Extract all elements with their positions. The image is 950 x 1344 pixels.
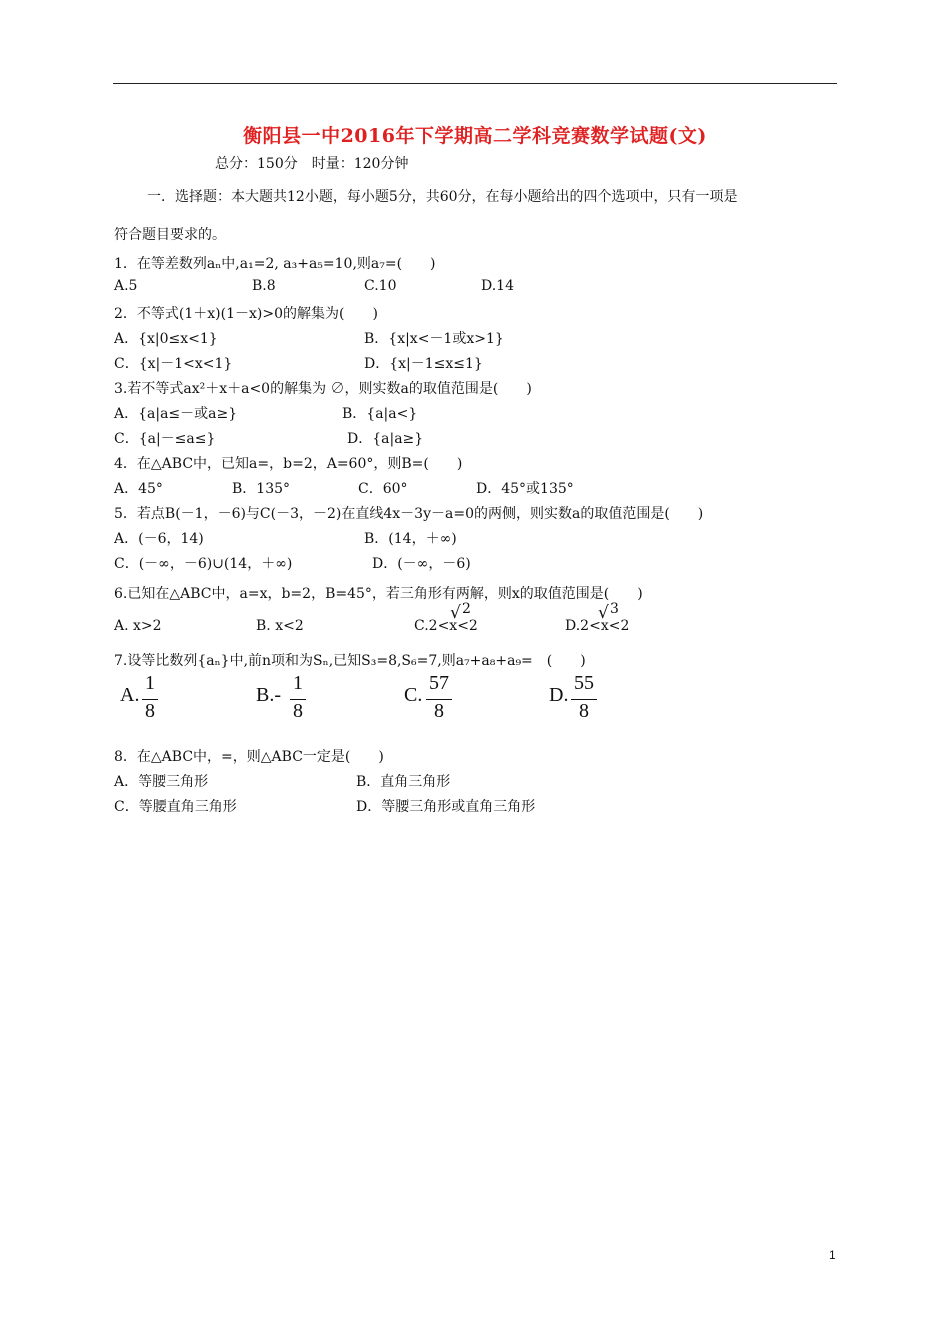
section-intro-line1: 一．选择题：本大题共12小题，每小题5分，共60分，在每小题给出的四个选项中，只有一项是 xyxy=(147,189,738,205)
question-3-option-b: B．{a|a<} xyxy=(342,406,418,422)
option-label: A. xyxy=(120,684,140,706)
sqrt-sign-icon: √ xyxy=(598,603,609,623)
question-1-option-b: B.8 xyxy=(252,278,276,294)
question-6-option-b: B. x<2 xyxy=(256,618,304,634)
question-7-option-c xyxy=(404,672,474,724)
question-1-option-d: D.14 xyxy=(481,278,514,294)
page-number: 1 xyxy=(829,1248,836,1262)
sqrt-sign-icon: √ xyxy=(450,603,461,623)
question-2-option-d: D．{x|－1≤x≤1} xyxy=(364,356,483,372)
question-4-option-c: C．60° xyxy=(358,481,408,497)
question-2-stem: 2．不等式(1＋x)(1－x)>0的解集为( ) xyxy=(114,306,378,322)
question-2-option-c: C．{x|－1<x<1} xyxy=(114,356,233,372)
question-3-option-a: A．{a|a≤－或a≥} xyxy=(114,406,238,422)
question-6-option-c-radicand: 2 xyxy=(462,601,471,617)
fraction-numerator: 55 xyxy=(574,672,594,694)
option-label: B.- xyxy=(256,684,281,706)
question-1-option-a: A.5 xyxy=(114,278,138,294)
question-6-option-c: C.2<x<2 xyxy=(414,618,478,634)
question-7-stem: 7.设等比数列{aₙ}中,前n项和为Sₙ,已知S₃=8,S₆=7,则a₇+a₈+a₉= ( ) xyxy=(114,653,586,669)
question-6-option-d-radicand: 3 xyxy=(610,601,619,617)
question-1-stem: 1．在等差数列aₙ中,a₁=2, a₃+a₅=10,则a₇=( ) xyxy=(114,256,436,272)
question-6-option-a: A. x>2 xyxy=(114,618,162,634)
fraction-denominator: 8 xyxy=(434,700,444,722)
fraction-numerator: 1 xyxy=(145,672,155,694)
question-4-option-d: D．45°或135° xyxy=(476,481,574,497)
header-rule xyxy=(113,83,837,84)
option-label: D. xyxy=(549,684,569,706)
question-1-option-c: C.10 xyxy=(364,278,397,294)
exam-subtitle: 总分：150分 时量：120分钟 xyxy=(215,156,409,172)
question-5-option-a: A．(－6，14) xyxy=(114,531,204,547)
question-3-option-c: C．{a|－≤a≤} xyxy=(114,431,216,447)
question-6-option-d: D.2<x<2 xyxy=(565,618,630,634)
question-7-option-a xyxy=(120,672,180,724)
question-8-option-b: B．直角三角形 xyxy=(356,774,451,790)
question-2-option-a: A．{x|0≤x<1} xyxy=(114,331,218,347)
question-2-option-b: B．{x|x<－1或x>1} xyxy=(364,331,504,347)
question-5-stem: 5．若点B(－1，－6)与C(－3，－2)在直线4x－3y－a=0的两侧，则实数a的取值范围是( ) xyxy=(114,506,704,522)
question-7-option-d xyxy=(549,672,619,724)
section-intro-line2: 符合题目要求的。 xyxy=(114,227,226,243)
fraction-denominator: 8 xyxy=(145,700,155,722)
question-3-option-d: D．{a|a≥} xyxy=(347,431,424,447)
fraction-denominator: 8 xyxy=(293,700,303,722)
question-7-option-b xyxy=(256,672,326,724)
fraction-denominator: 8 xyxy=(579,700,589,722)
option-label: C. xyxy=(404,684,423,706)
question-8-option-c: C．等腰直角三角形 xyxy=(114,799,237,815)
fraction-numerator: 57 xyxy=(429,672,449,694)
question-5-option-b: B．(14，＋∞) xyxy=(364,531,457,547)
question-6-stem: 6.已知在△ABC中，a=x，b=2，B=45°，若三角形有两解，则x的取值范围是( ) xyxy=(114,586,643,602)
question-4-stem: 4．在△ABC中，已知a=，b=2，A=60°，则B=( ) xyxy=(114,456,463,472)
question-3-stem: 3.若不等式ax²＋x＋a<0的解集为 ∅，则实数a的取值范围是( ) xyxy=(114,381,532,397)
question-4-option-b: B．135° xyxy=(232,481,291,497)
exam-title: 衡阳县一中2016年下学期高二学科竞赛数学试题(文) xyxy=(243,125,707,147)
question-4-option-a: A．45° xyxy=(114,481,163,497)
question-8-stem: 8．在△ABC中，=，则△ABC一定是( ) xyxy=(114,749,384,765)
question-5-option-c: C．(－∞，－6)∪(14，＋∞) xyxy=(114,556,293,572)
fraction-numerator: 1 xyxy=(293,672,303,694)
question-8-option-a: A．等腰三角形 xyxy=(114,774,209,790)
question-5-option-d: D．(－∞，－6) xyxy=(372,556,471,572)
question-8-option-d: D．等腰三角形或直角三角形 xyxy=(356,799,536,815)
